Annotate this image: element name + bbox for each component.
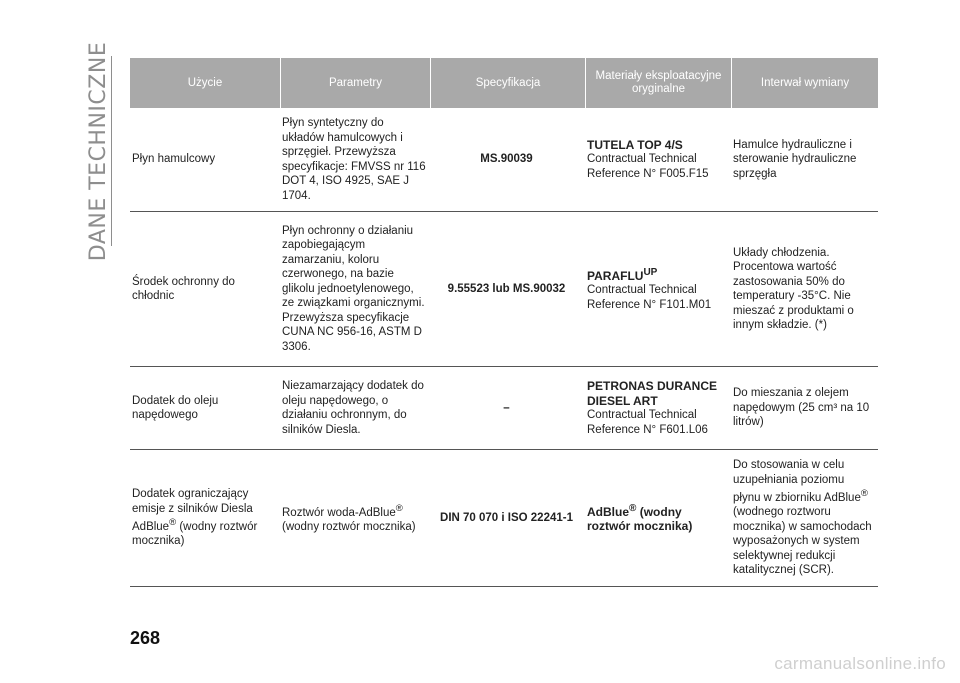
material-reference: Contractual Technical Reference N° F005.F15 [587,153,709,180]
interval-text-tail: (wodnego roztworu mocznika) w samochodach wyposażonych w system selektywnej redukcji katalitycznej (SCR). [733,506,872,577]
registered-mark: ® [860,488,868,499]
table-row [130,212,878,367]
material-name-tail: (wodny roztwór mocznika) [587,504,693,534]
material-name [587,502,727,534]
cell-use [130,450,280,587]
section-title [84,41,114,261]
section-divider [111,56,112,246]
cell-use: Środek ochronny do chłodnic [130,212,280,367]
registered-mark: ® [169,517,177,528]
cell-use: Płyn hamulcowy [130,108,280,212]
registered-mark: ® [629,502,637,514]
registered-mark: ® [395,502,403,514]
cell-params [280,450,430,587]
section-title-text: DANE TECHNICZNE [86,41,112,261]
params-text: Roztwór woda-AdBlue [282,506,396,519]
cell-material [585,212,731,367]
interval-text: Do stosowania w celu uzupełniania poziomu płynu w zbiorniku AdBlue [733,459,861,504]
header-use: Użycie [130,58,280,108]
cell-material [585,450,731,587]
cell-interval: Układy chłodzenia. Procentowa wartość zastosowania 50% do temperatury -35°C. Nie mieszać z produktami o innym składzie. (*) [731,212,878,367]
table-row [130,450,878,587]
cell-use: Dodatek do oleju napędowego [130,367,280,450]
cell-material [585,367,731,450]
cell-params: Płyn syntetyczny do układów hamulcowych i sprzęgieł. Przewyższa specyfikacje: FMVSS nr 116 DOT 4, ISO 4925, SAE J 1704. [280,108,430,212]
header-spec: Specyfikacja [430,58,585,108]
material-name-text: PARAFLU [587,268,644,283]
material-name-text: AdBlue [587,504,629,519]
header-materials: Materiały eksploatacyjne oryginalne [585,58,731,108]
cell-spec: MS.90039 [430,108,585,212]
material-reference: Contractual Technical Reference N° F601.L06 [587,409,708,436]
page-number: 268 [130,628,161,648]
cell-spec: – [430,367,585,450]
cell-spec: DIN 70 070 i ISO 22241-1 [430,450,585,587]
params-text-tail: (wodny roztwór mocznika) [282,520,416,533]
specification-table [130,58,878,587]
cell-interval: Hamulce hydrauliczne i sterowanie hydrauliczne sprzęgła [731,108,878,212]
cell-params: Płyn ochronny o działaniu zapobiegającym zamarzaniu, koloru czerwonego, na bazie glikolu jednoetylenowego, ze związkami organicznymi. Przewyższa specyfikacje CUNA NC 956-16, ASTM D 3306. [280,212,430,367]
use-text: Dodatek ograniczający emisje z silników Diesla AdBlue [132,488,253,533]
header-interval: Interwał wymiany [731,58,878,108]
cell-interval: Do mieszania z olejem napędowym (25 cm³ na 10 litrów) [731,367,878,450]
material-superscript: UP [643,266,658,278]
watermark: carmanualsonline.info [774,654,946,673]
table-header-row [130,58,878,108]
material-name: TUTELA TOP 4/S [587,137,683,152]
table-row [130,108,878,212]
table-row [130,367,878,450]
material-name [587,266,727,284]
header-params: Parametry [280,58,430,108]
use-text-tail: (wodny roztwór mocznika) [132,520,258,548]
cell-spec: 9.55523 lub MS.90032 [430,212,585,367]
material-reference: Contractual Technical Reference N° F101.M01 [587,284,712,311]
cell-interval [731,450,878,587]
material-name: PETRONAS DURANCE DIESEL ART [587,379,718,408]
cell-params: Niezamarzający dodatek do oleju napędowego, o działaniu ochronnym, do silników Diesla. [280,367,430,450]
cell-material [585,108,731,212]
